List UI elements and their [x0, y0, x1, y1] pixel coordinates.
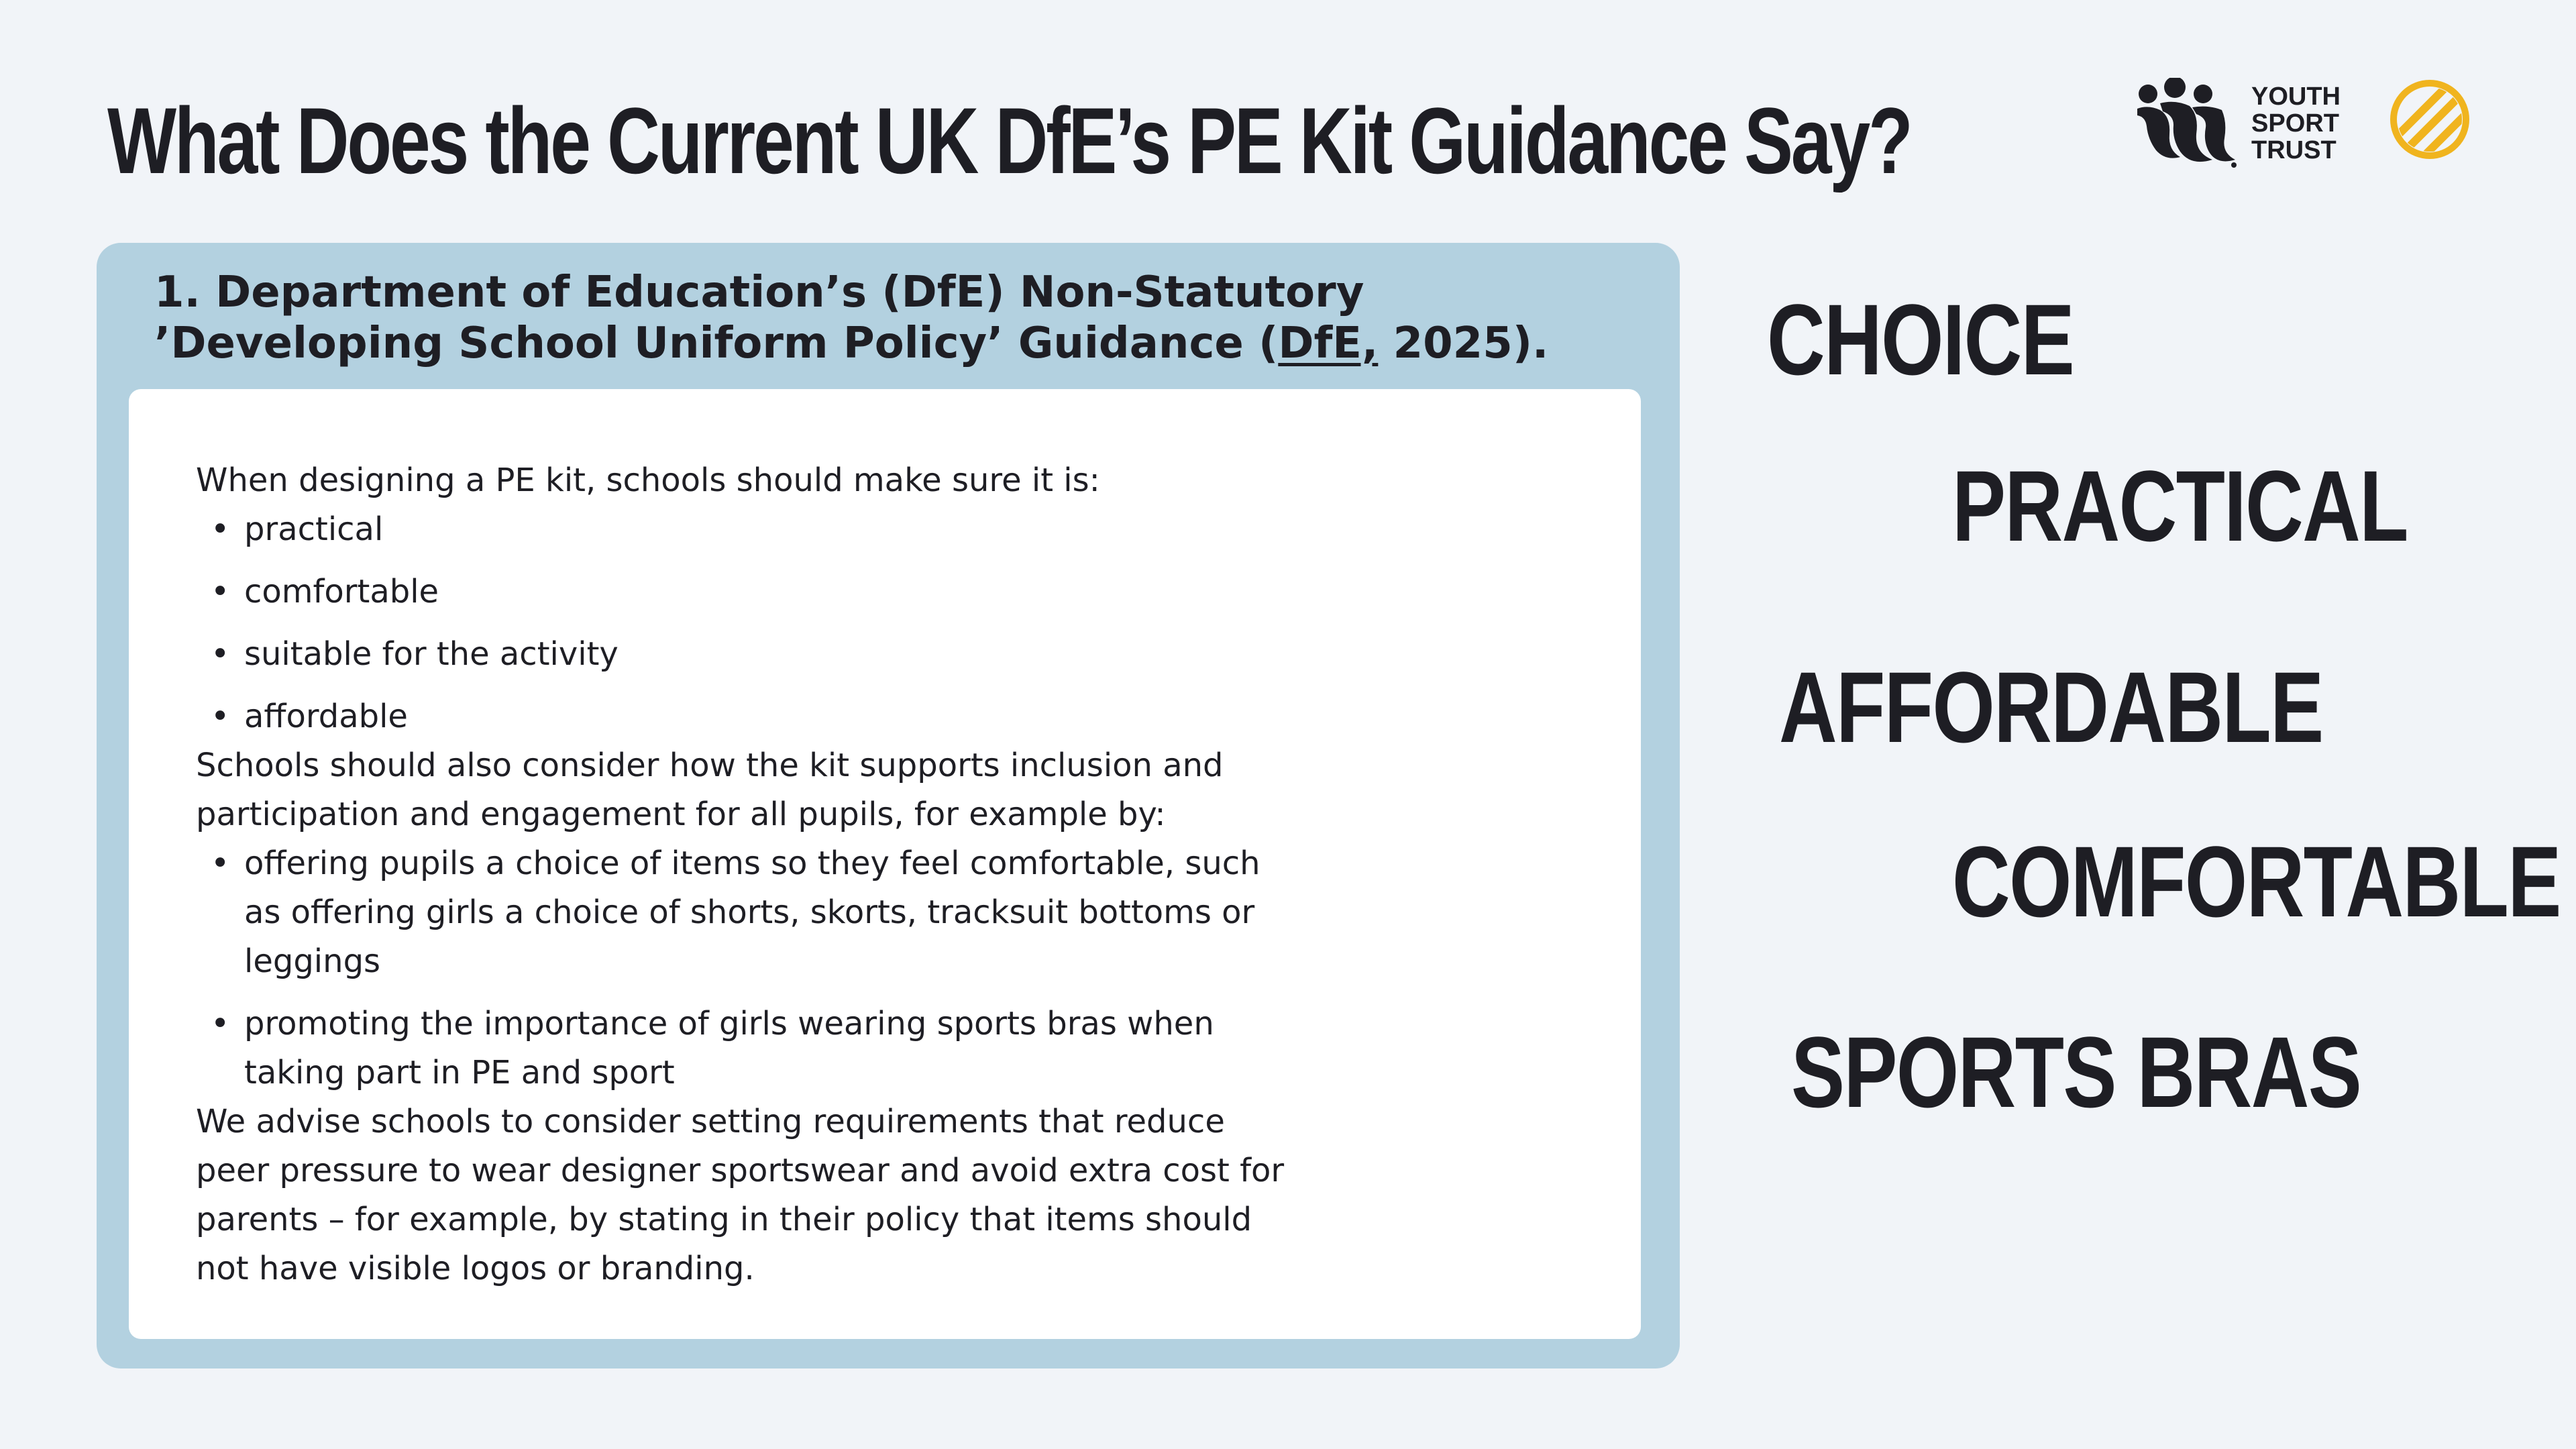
inclusion-text: Schools should also consider how the kit supports inclusion and participation and engagement for all pupils, for example by:	[196, 747, 1224, 833]
kit-requirements-list	[196, 505, 1296, 741]
keyword-practical: PRACTICAL	[1952, 449, 2408, 562]
dfe-source-link[interactable]: DfE,	[1278, 319, 1379, 368]
keyword-comfortable: COMFORTABLE	[1952, 825, 2561, 938]
card-heading-year: 2025).	[1378, 319, 1549, 368]
list-item: • suitable for the activity	[196, 630, 1296, 679]
guidance-text-panel	[129, 389, 1641, 1339]
youth-sport-trust-figures-icon	[2133, 78, 2241, 172]
list-item: • practical	[196, 505, 1296, 554]
card-heading	[154, 267, 1590, 369]
slide-title: What Does the Current UK DfE’s PE Kit Guidance Say?	[107, 88, 1911, 193]
list-item: • offering pupils a choice of items so they feel comfortable, such as offering girls a choice of shorts, skorts, tracksuit bottoms or leggings	[196, 839, 1296, 986]
guidance-card	[97, 243, 1680, 1368]
wordmark-line: TRUST	[2251, 136, 2337, 164]
striped-circle-logo-icon	[2388, 78, 2471, 161]
wordmark-line: YOUTH	[2251, 83, 2341, 111]
list-item: • comfortable	[196, 568, 1296, 616]
logos	[2127, 74, 2475, 174]
advice-text: We advise schools to consider setting requirements that reduce peer pressure to wear designer sportswear and avoid extra cost for parents – for example, by stating in their policy that items should not have visible logos or branding.	[196, 1103, 1285, 1287]
keyword-sports-bras: SPORTS BRAS	[1791, 1016, 2361, 1128]
guidance-content	[196, 456, 1296, 1293]
list-item: • affordable	[196, 692, 1296, 741]
youth-sport-trust-logo	[2127, 74, 2341, 174]
wordmark-line: SPORT	[2251, 109, 2339, 138]
kit-intro: When designing a PE kit, schools should make sure it is:	[196, 462, 1100, 499]
youth-sport-trust-wordmark	[2251, 83, 2341, 164]
list-item: • promoting the importance of girls wearing sports bras when taking part in PE and sport	[196, 1000, 1296, 1097]
keyword-choice: CHOICE	[1767, 283, 2074, 396]
inclusion-list	[196, 839, 1296, 1097]
card-heading-text: 1. Department of Education’s (DfE) Non-Statutory ’Developing School Uniform Policy’ Guidance (	[154, 268, 1364, 368]
keyword-affordable: AFFORDABLE	[1779, 651, 2323, 763]
